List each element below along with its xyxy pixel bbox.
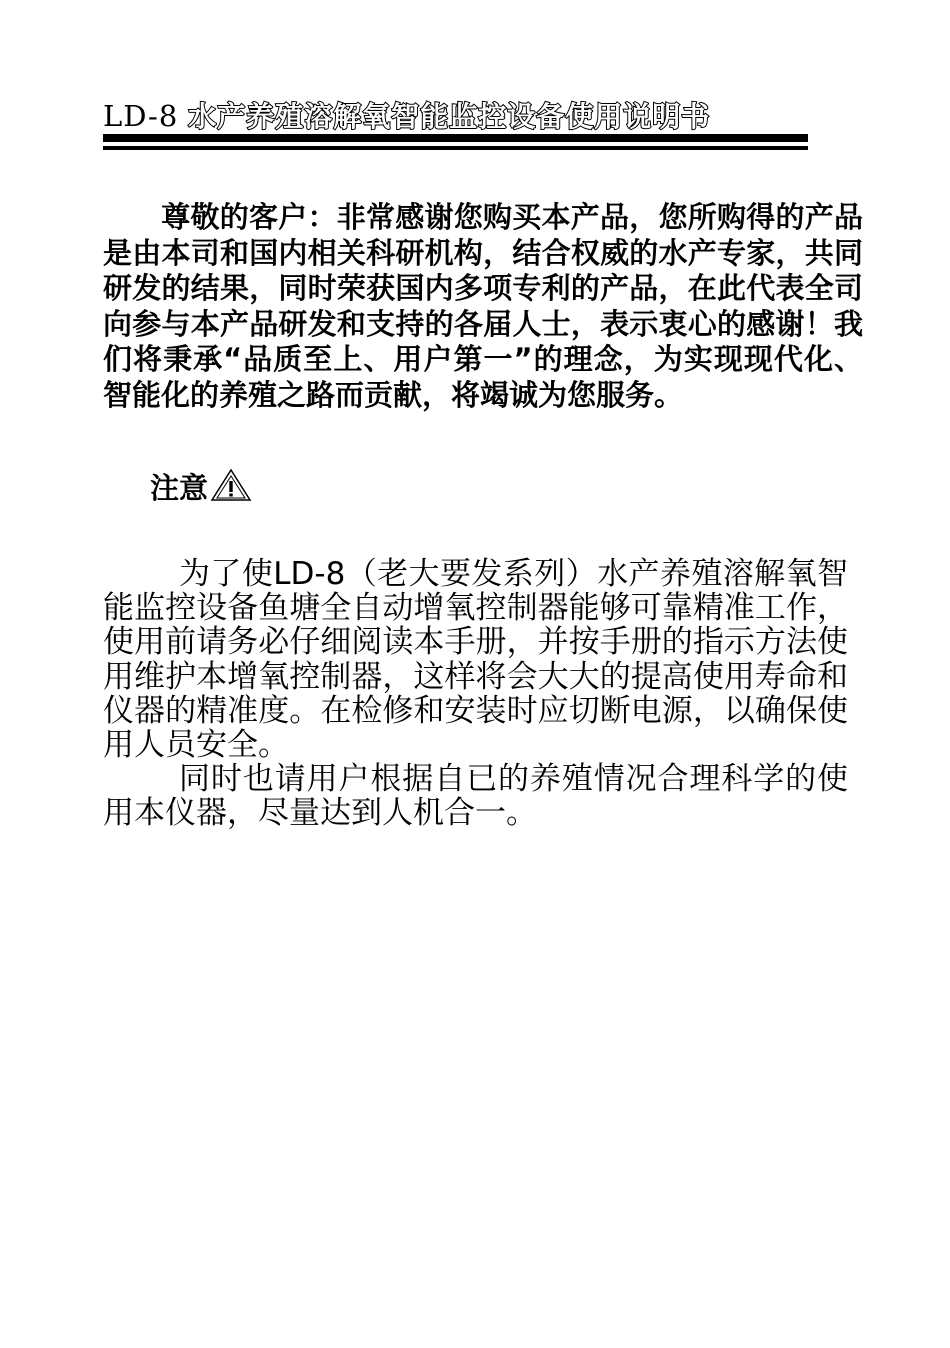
page-header: [103, 96, 808, 156]
intro-text: 尊敬的客户：非常感谢您购买本产品，您所购得的产品是由本司和国内相关科研机构，结合权威的水产专家，共同研发的结果，同时荣获国内多项专利的产品，在此代表全司向参与本产品研发和支持的各届人士，表示衷心的感谢！我们将秉承“品质至上、用户第一”的理念，为实现现代化、智能化的养殖之路而贡献，将竭诚为您服务。: [103, 200, 863, 412]
intro-paragraph: [103, 200, 863, 413]
notice-paragraph-2: 同时也请用户根据自已的养殖情况合理科学的使用本仪器，尽量达到人机合一。: [103, 761, 848, 832]
warning-triangle-icon: [210, 468, 252, 502]
notice-paragraph-1: 为了使LD-8（老大要发系列）水产养殖溶解氧智能监控设备鱼塘全自动增氧控制器能够可靠精准工作，使用前请务必仔细阅读本手册，并按手册的指示方法使用维护本增氧控制器，这样将会大大的提高使用寿命和仪器的精准度。在检修和安装时应切断电源，以确保使用人员安全。: [103, 556, 848, 764]
header-rule-thin: [103, 146, 808, 150]
notice-body: [103, 557, 848, 831]
notice-label: 注意: [150, 471, 209, 505]
header-model-code: LD-8: [103, 99, 179, 133]
header-rule-thick: [103, 134, 808, 142]
header-title: [103, 96, 710, 137]
header-manual-title: 水产养殖溶解氧智能监控设备使用说明书: [188, 100, 711, 133]
notice-heading: [150, 468, 252, 508]
